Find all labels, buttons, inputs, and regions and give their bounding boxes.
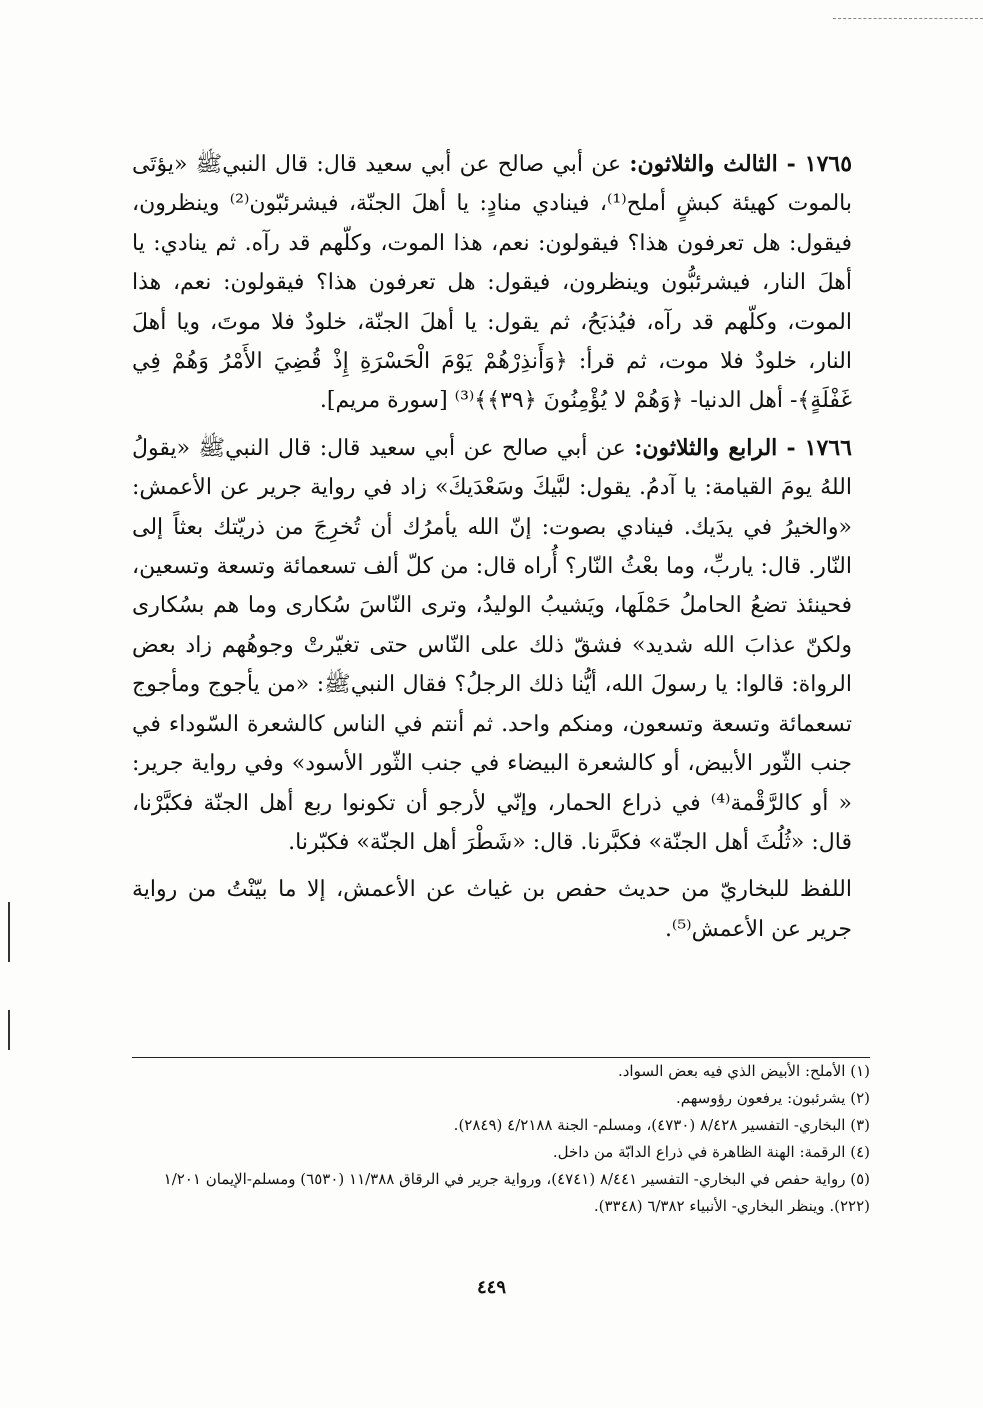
hadith-heading: الرابع والثلاثون: xyxy=(634,434,778,461)
source-note-text: اللفظ للبخاريّ من حديث حفص بن غياث عن الأعمش، إلا ما بيّنْتُ من رواية جرير عن الأعمش⁽⁵⁾. xyxy=(132,877,852,942)
hadith-text: عن أبي صالح عن أبي سعيد قال: قال النبيﷺ «يؤتَى بالموت كهيئة كبشٍ أملح⁽¹⁾، فينادي منادٍ: يا أهلَ الجنّة، فيشرئبّون⁽²⁾ وينظرون، فيقول: هل تعرفون هذا؟ فيقولون: نعم، هذا الموت، وكلّهم قد رآه. ثم ينادي: يا أهلَ النار، فيشرئبُّون وينظرون، فيقول: هل تعرفون هذا؟ فيقولون: نعم، هذا الموت، وكلّهم قد رآه، فيُذبَحُ، ثم يقول: يا أهلَ الجنّة، خلودٌ فلا موتَ، ويا أهلَ النار، خلودٌ فلا موت، ثم قرأ: ﴿وَأَنذِرْهُمْ يَوْمَ الْحَسْرَةِ إِذْ قُضِيَ الأَمْرُ وَهُمْ فِي غَفْلَةٍ﴾- أهل الدنيا- ﴿وَهُمْ لا يُؤْمِنُونَ ﴿٣٩﴾﴾⁽³⁾ [سورة مريم]. xyxy=(132,152,853,414)
margin-mark xyxy=(8,902,10,962)
page-body xyxy=(132,145,852,949)
footnote-1: (١) الأملح: الأبيض الذي فيه بعض السواد. xyxy=(617,1062,870,1080)
hadith-1766 xyxy=(132,429,852,862)
page-number: ٤٤٩ xyxy=(476,1277,506,1298)
margin-mark xyxy=(8,1010,10,1050)
footnote-4: (٤) الرقمة: الهنة الظاهرة في ذراع الدابّة من داخل. xyxy=(552,1143,870,1161)
footnote-3: (٣) البخاري- التفسير ٨/٤٢٨ (٤٧٣٠)، ومسلم- الجنة ٤/٢١٨٨ (٢٨٤٩). xyxy=(453,1116,870,1134)
hadith-number: ١٧٦٥ xyxy=(804,151,853,177)
hadith-separator: - xyxy=(777,151,805,177)
hadith-number: ١٧٦٦ xyxy=(804,434,852,461)
hadith-1765 xyxy=(132,145,852,421)
top-decorative-rule xyxy=(833,18,983,19)
footnote-2: (٢) يشرئبون: يرفعون رؤوسهم. xyxy=(675,1089,870,1107)
footnote-5: (٥) رواية حفص في البخاري- التفسير ٨/٤٤١ (٤٧٤١)، ورواية جرير في الرقاق ١١/٣٨٨ (٦٥٣٠) ومسلم-الإيمان ١/٢٠١ (٢٢٢). وينظر البخاري- الأنبياء ٦/٣٨٢ (٣٣٤٨). xyxy=(163,1170,870,1215)
footnotes xyxy=(132,1057,870,1220)
hadith-separator: - xyxy=(777,434,805,461)
source-note-paragraph xyxy=(132,870,852,949)
hadith-heading: الثالث والثلاثون: xyxy=(629,151,778,177)
hadith-text: عن أبي صالح عن أبي سعيد قال: قال النبيﷺ «يقولُ اللهُ يومَ القيامة: يا آدمُ. يقول: لبَّيكَ وسَعْدَيكَ» زاد في رواية جرير عن الأعمش: «والخيرُ في يدَيك. فينادي بصوت: إنّ الله يأمرُك أن تُخرِجَ من ذريّتك بعثاً إلى النّار. قال: ياربِّ، وما بعْثُ النّار؟ أُراه قال: من كلّ ألف تسعمائة وتسعة وتسعين، فحينئذ تضعُ الحاملُ حَمْلَها، ويَشيبُ الوليدُ، وترى النّاسَ سُكارى وما هم بسُكارى ولكنّ عذابَ الله شديد» فشقّ ذلك على النّاس حتى تغيّرتْ وجوهُهم زاد بعض الرواة: قالوا: يا رسولَ الله، أيُّنا ذلك الرجلُ؟ فقال النبيﷺ: «من يأجوج ومأجوج تسعمائة وتسعة وتسعون، ومنكم واحد. ثم أنتم في الناس كالشعرة السّوداء في جنب الثّور الأبيض، أو كالشعرة البيضاء في جنب الثّور الأسود» وفي رواية جرير: « أو كالرَّقْمة⁽⁴⁾ في ذراع الحمار، وإنّي لأرجو أن تكونوا ربع أهل الجنّة فكبَّرْنا، قال: «ثُلُثَ أهل الجنّة» فكبَّرنا. قال: «شَطْرَ أهل الجنّة» فكبّرنا. xyxy=(132,435,852,855)
